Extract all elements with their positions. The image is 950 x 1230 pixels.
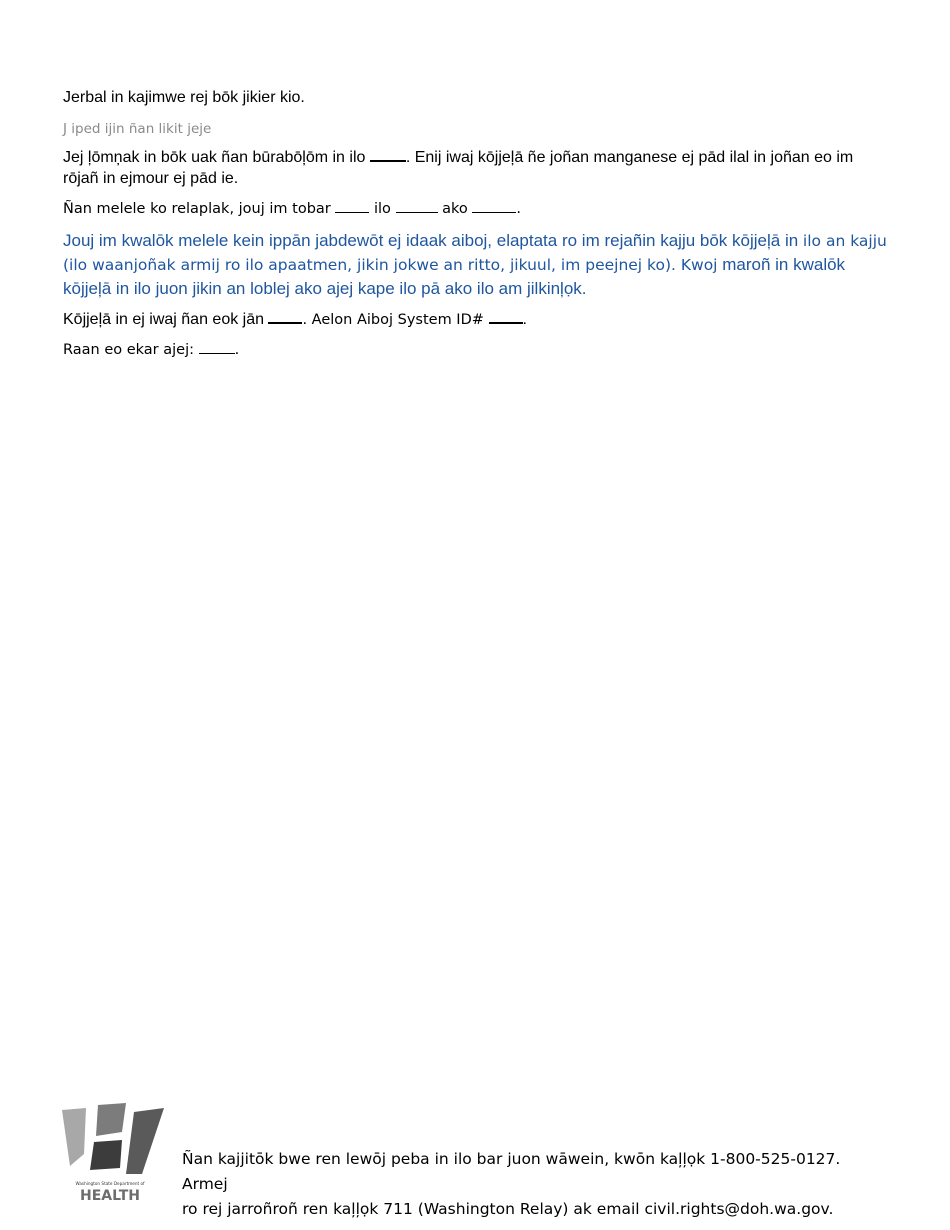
para2-text-3: ako [437,201,473,217]
document-body [63,88,888,360]
footer [60,1102,890,1218]
contact-info-paragraph [63,199,888,219]
para2-text-4: . [516,201,521,217]
logo-top-block [96,1103,126,1136]
para3-text-middle: . Aelon Aiboj System ID# [302,312,489,328]
footer-line-2: ro rej jarroñroñ ren kaļļọk 711 (Washington Relay) ak email civil.rights@doh.wa.gov. [182,1200,834,1218]
logo-center-block [90,1140,122,1170]
system-id-paragraph [63,310,888,330]
para1-text-end: . Enij iwaj kōjjeļā ñe joñan manganese ej pād ilal in joñan eo im rōjañ in ejmour ej pād ie. [63,149,854,187]
placeholder-subtitle: J iped ijin ñan likit jeje [63,121,212,137]
intro-text: Jerbal in kajimwe rej bōk jikier kio. [63,89,305,106]
para2-text-2: ilo [369,201,396,217]
para4-text-end: . [234,342,240,358]
blue-line-3: maroñ in kwalōk kōjjeļā in ilo juon jikin an loblej ako ajej kape ilo pā ako ilo am jilkinļọk. [63,255,846,298]
distribution-date-blank [199,341,235,354]
para2-text-1: Ñan melele ko relaplak, jouj im tobar [63,201,336,217]
contact-name-blank [335,200,369,213]
date-distributed-paragraph [63,340,888,360]
system-notice-paragraph [63,147,888,189]
para3-text-start: Kōjjeļā in ej iwaj ñan eok jān [63,311,269,328]
para3-text-end: . [522,311,527,328]
logo-right-block [126,1108,164,1174]
phone-blank [396,200,438,213]
email-blank [472,200,516,213]
para4-text-start: Raan eo ekar ajej: [63,342,199,358]
logo-caption-small: Washington State Department of [75,1181,145,1186]
system-id-blank [489,310,523,324]
blue-line-2-tail: Kwoj [680,256,718,274]
doh-health-logo [60,1102,168,1202]
blue-line-1: Jouj im kwalōk melele kein ippān jabdewōt ej idaak aiboj, elaptata ro im rejañin kajju bōk kōjjeļā in [63,231,799,250]
date-blank [370,148,406,162]
share-notice-paragraph [63,229,888,300]
logo-left-block [62,1108,86,1166]
accessibility-notice [182,1147,882,1222]
footer-line-1: Ñan kajjitōk bwe ren lewōj peba in ilo bar juon wāwein, kwōn kaļļọk 1-800-525-0127. Armej [182,1150,841,1193]
blue-line-2: ilo an kajju (ilo waanjoñak armij ro ilo apaatmen, jikin jokwe an ritto, jikuul, im peejnej ko). [63,232,887,274]
logo-caption-health: HEALTH [80,1188,140,1202]
system-name-blank [268,310,302,324]
para1-text-start: Jej ļōmņak in bōk uak ñan būrabōļōm in ilo [63,149,370,166]
